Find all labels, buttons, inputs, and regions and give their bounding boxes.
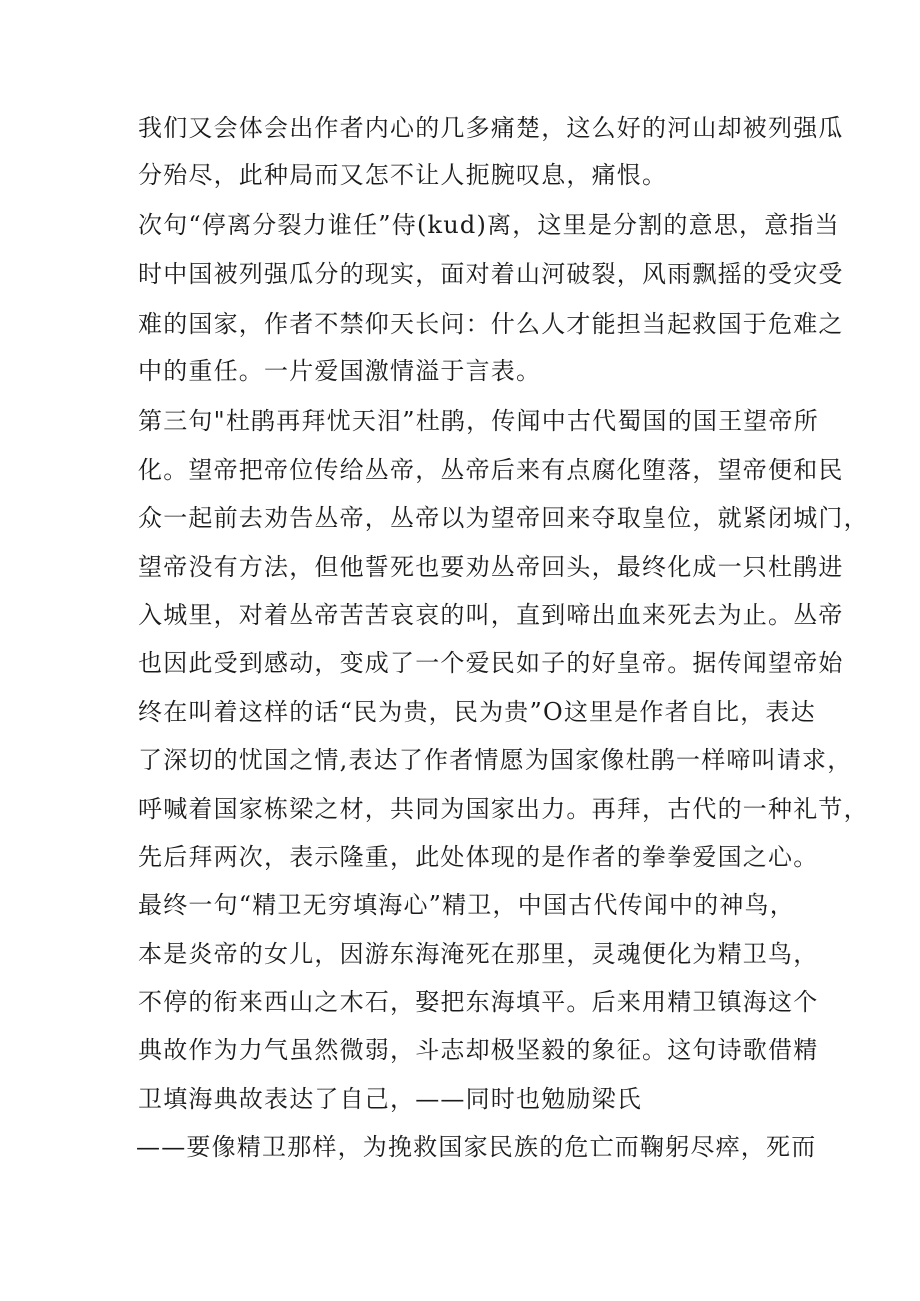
- text-line-21: 卫填海典故表达了自己，——同时也勉励梁氏: [138, 1085, 642, 1113]
- text-line-18: 本是炎帝的女儿，因游东海淹死在那里，灵魂便化为精卫鸟，: [138, 940, 819, 968]
- text-line-12: 也因此受到感动，变成了一个爱民如子的好皇帝。据传闻望帝始: [138, 649, 844, 677]
- text-line-11: 入城里，对着丛帝苦苦哀哀的叫，直到啼出血来死去为止。丛帝: [138, 601, 844, 629]
- text-line-19: 不停的衔来西山之木石，娶把东海填平。后来用精卫镇海这个: [138, 988, 819, 1016]
- text-line-3: 次句“停离分裂力谁任”侍(kud)离，这里是分割的意思，意指当: [138, 211, 840, 239]
- text-line-17: 最终一句“精卫无穷填海心”精卫，中国古代传闻中的神鸟，: [138, 891, 795, 919]
- text-line-10: 望帝没有方法，但他誓死也要劝丛帝回头，最终化成一只杜鹃进: [138, 553, 844, 581]
- text-line-15: 呼喊着国家栋梁之材，共同为国家出力。再拜，古代的一种礼节，: [138, 795, 869, 823]
- text-line-1: 我们又会体会出作者内心的几多痛楚，这么好的河山却被列强瓜: [138, 114, 844, 142]
- text-line-16: 先后拜两次，表示隆重，此处体现的是作者的拳拳爱国之心。: [138, 843, 819, 871]
- text-line-13: 终在叫着这样的话“民为贵，民为贵”O这里是作者自比，表达: [138, 698, 816, 726]
- text-line-9: 众一起前去劝告丛帝，丛帝以为望帝回来夺取皇位，就紧闭城门，: [138, 504, 869, 532]
- text-line-5: 难的国家，作者不禁仰天长问：什么人才能担当起救国于危难之: [138, 310, 844, 338]
- text-line-6: 中的重任。一片爱国激情溢于言表。: [138, 357, 542, 385]
- text-line-22: ——要像精卫那样，为挽救国家民族的危亡而鞠躬尽瘁，死而: [136, 1133, 817, 1161]
- text-line-20: 典故作为力气虽然微弱，斗志却极坚毅的象征。这句诗歌借精: [138, 1036, 819, 1064]
- text-line-8: 化。望帝把帝位传给丛帝，丛帝后来有点腐化堕落，望帝便和民: [138, 456, 844, 484]
- text-line-2: 分殆尽，此种局而又怎不让人扼腕叹息，痛恨。: [138, 161, 668, 189]
- text-line-7: 第三句"杜鹃再拜忧天泪”杜鹃，传闻中古代蜀国的国王望帝所: [138, 407, 819, 435]
- text-line-14: 了深切的忧国之情,表达了作者情愿为国家像杜鹃一样啼叫请求，: [138, 746, 853, 774]
- text-line-4: 时中国被列强瓜分的现实，面对着山河破裂，风雨飘摇的受灾受: [138, 260, 844, 288]
